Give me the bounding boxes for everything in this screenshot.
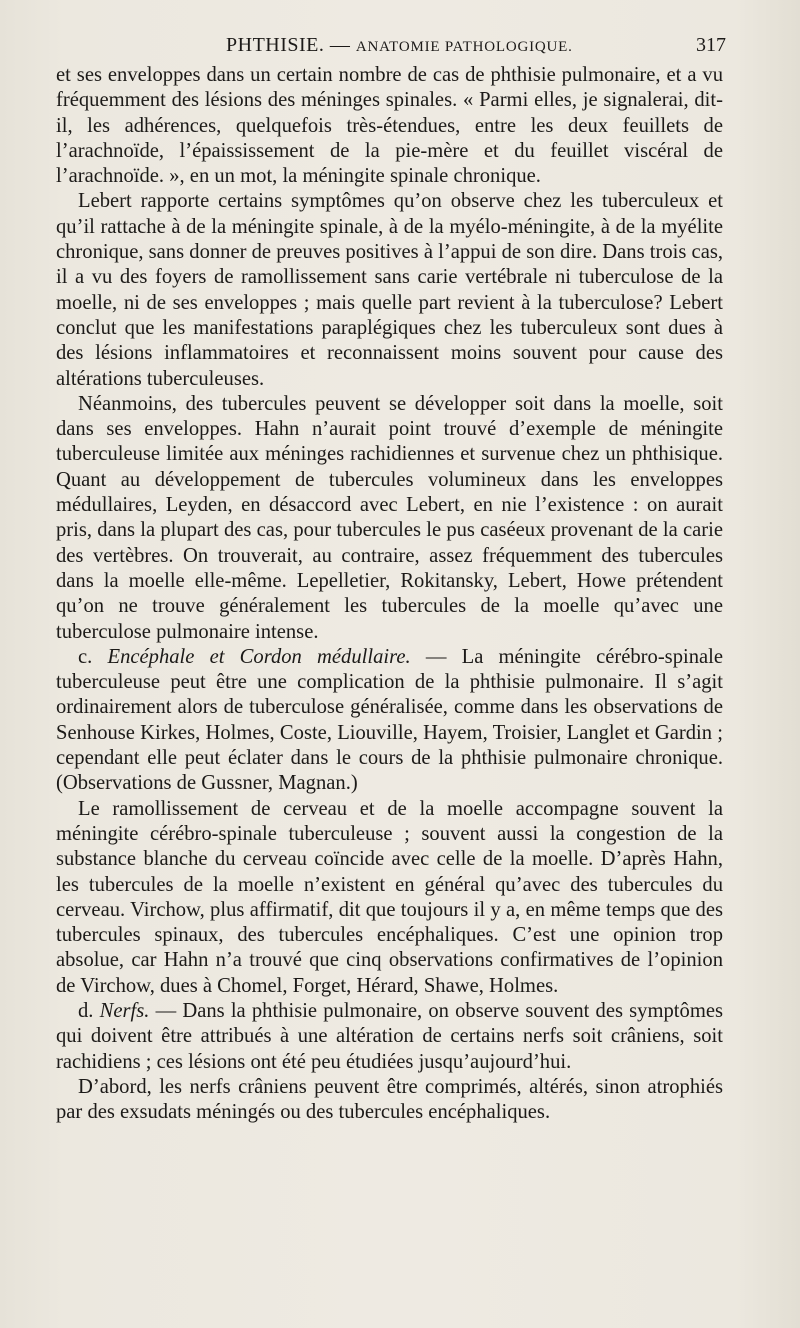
section-text: — La méningite cérébro-spinale tuberculeuse peut être une complication de la phthisie pulmonaire. Il s’agit ordinairement alors de tuberculose généralisée, comme dans les observations de Senhouse Kirkes, Holmes, Coste, Liouville, Hayem, Troisier, Langlet et Gardin ; cependant elle peut éclater dans le cours de la phthisie pulmonaire chronique. (Observations de Gussner, Magnan.) bbox=[56, 645, 724, 795]
section-text: — Dans la phthisie pulmonaire, on observe souvent des symptômes qui doivent être attribués à une altération de certains nerfs soit crâniens, soit rachidiens ; ces lésions ont été peu étudiées jusqu’aujourd’hui. bbox=[56, 999, 723, 1073]
section-heading: Nerfs. bbox=[99, 999, 150, 1022]
running-title bbox=[226, 30, 573, 62]
section-heading: Encéphale et Cordon médullaire. bbox=[107, 645, 411, 668]
section-c-encephale bbox=[56, 645, 723, 797]
body-text bbox=[56, 63, 723, 1125]
section-marker: c. bbox=[78, 645, 93, 668]
paragraph-lebert: Lebert rapporte certains symptômes qu’on observe chez les tuberculeux et qu’il rattache à de la méningite spinale, à de la myélo-méningite, à de la myélite chronique, sans donner de preuves positives à l’appui de son dire. Dans trois cas, il a vu des foyers de ramollissement sans carie vertébrale ni tuberculose de la moelle, ni de ses enveloppes ; mais quelle part revient à la tuberculose? Lebert conclut que les manifestations paraplégiques chez les tuberculeux sont dues à des lésions inflammatoires et reconnaissent moins souvent pour cause des altérations tuberculeuses. bbox=[56, 190, 723, 390]
paragraph-dabord: D’abord, les nerfs crâniens peuvent être comprimés, altérés, sinon atrophiés par des exsudats méningés ou des tubercules encéphaliques. bbox=[56, 1075, 723, 1124]
paragraph-ramollissement: Le ramollissement de cerveau et de la moelle accompagne souvent la méningite cérébro-spinale tuberculeuse ; souvent aussi la congestion de la substance blanche du cerveau coïncide avec celle de la moelle. D’après Hahn, les tubercules de la moelle n’existent en général qu’avec des tubercules du cerveau. Virchow, plus affirmatif, dit que toujours il y a, en même temps que des tubercules spinaux, des tubercules encéphaliques. C’est une opinion trop absolue, car Hahn n’a trouvé que cinq observations confirmatives de l’opinion de Virchow, dues à Chomel, Forget, Hérard, Shawe, Holmes. bbox=[56, 797, 723, 997]
page-number: 317 bbox=[696, 34, 726, 56]
section-d-nerfs bbox=[56, 999, 723, 1075]
section-marker: d. bbox=[78, 999, 94, 1022]
running-header bbox=[56, 30, 726, 60]
title-dash: — bbox=[329, 34, 351, 56]
paragraph-continuation: et ses enveloppes dans un certain nombre de cas de phthisie pulmonaire, et a vu fréquemment des lésions des méninges spinales. « Parmi elles, je signalerai, dit-il, les adhérences, quelquefois très-étendues, entre les deux feuillets de l’arachnoïde, l’épaississement de la pie-mère et du feuillet viscéral de l’arachnoïde. », en un mot, la méningite spinale chronique. bbox=[56, 64, 723, 188]
title-main: PHTHISIE. bbox=[226, 34, 325, 56]
title-section: ANATOMIE PATHOLOGIQUE. bbox=[355, 39, 573, 55]
paragraph-neanmoins: Néanmoins, des tubercules peuvent se développer soit dans la moelle, soit dans ses enveloppes. Hahn n’aurait point trouvé d’exemple de méningite tuberculeuse limitée aux méninges rachidiennes et survenue chez un phthisique. Quant au développement de tubercules volumineux dans les enveloppes médullaires, Leyden, en désaccord avec Lebert, en nie l’existence : on aurait pris, dans la plupart des cas, pour tubercules le pus caséeux provenant de la carie des vertèbres. On trouverait, au contraire, assez fréquemment des tubercules dans la moelle elle-même. Lepelletier, Rokitansky, Lebert, Howe prétendent qu’on ne trouve généralement les tubercules de la moelle qu’avec une tuberculose pulmonaire intense. bbox=[56, 392, 723, 643]
